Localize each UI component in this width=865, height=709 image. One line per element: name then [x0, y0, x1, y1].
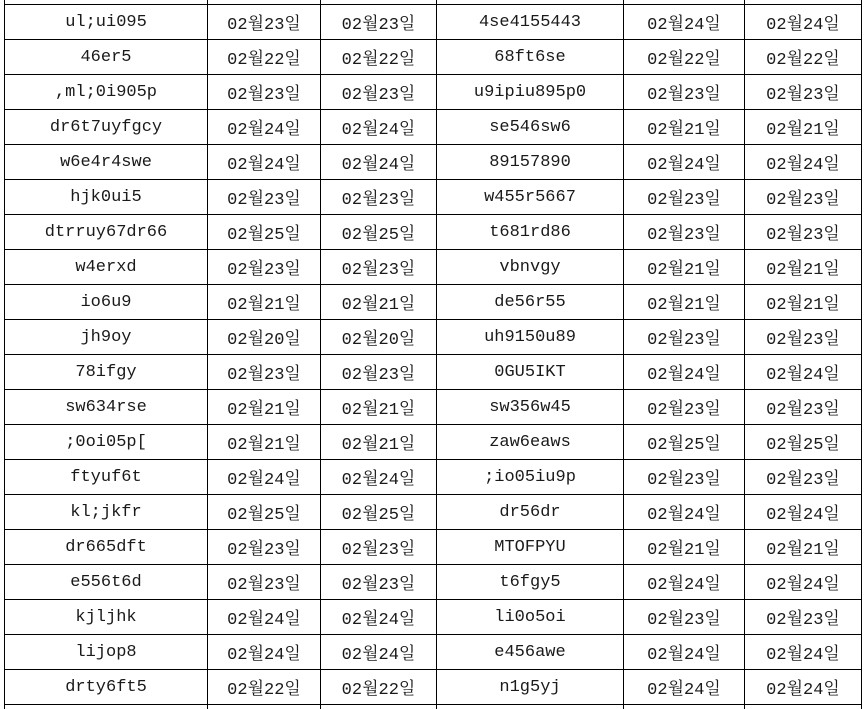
table-cell[interactable]: 02월23일 [321, 180, 437, 215]
table-cell[interactable]: 02월23일 [208, 355, 321, 390]
table-cell[interactable]: 02월23일 [208, 5, 321, 40]
table-cell[interactable]: 02월22일 [208, 670, 321, 705]
table-cell[interactable]: hjk0ui5 [5, 180, 208, 215]
table-cell[interactable]: drty6ft5 [5, 670, 208, 705]
table-cell[interactable] [745, 705, 862, 709]
table-cell[interactable]: t681rd86 [437, 215, 624, 250]
table-row [5, 460, 862, 495]
table-cell[interactable]: 02월23일 [745, 215, 862, 250]
table-cell[interactable]: 02월24일 [624, 635, 745, 670]
table-cell[interactable]: 02월23일 [208, 180, 321, 215]
data-table [4, 0, 862, 709]
table-cell[interactable]: 68ft6se [437, 40, 624, 75]
table-cell[interactable]: jh9oy [5, 320, 208, 355]
table-cell[interactable]: 02월24일 [745, 635, 862, 670]
table-cell[interactable]: ,ml;0i905p [5, 75, 208, 110]
table-cell[interactable]: 02월23일 [321, 530, 437, 565]
table-cell[interactable]: 02월23일 [745, 75, 862, 110]
table-row [5, 250, 862, 285]
table-body [5, 0, 862, 709]
table-cell[interactable]: 02월24일 [321, 600, 437, 635]
table-row [5, 635, 862, 670]
table-cell[interactable]: 02월21일 [745, 110, 862, 145]
table-cell[interactable]: 02월24일 [745, 145, 862, 180]
table-cell[interactable]: 02월22일 [321, 40, 437, 75]
table-row [5, 180, 862, 215]
table-cell[interactable]: 02월22일 [321, 670, 437, 705]
table-cell[interactable]: 02월24일 [624, 5, 745, 40]
table-cell[interactable]: sw356w45 [437, 390, 624, 425]
table-cell[interactable]: 4se4155443 [437, 5, 624, 40]
table-cell[interactable]: 89157890 [437, 145, 624, 180]
table-cell[interactable]: e556t6d [5, 565, 208, 600]
table-cell[interactable]: u9ipiu895p0 [437, 75, 624, 110]
table-cell[interactable]: 02월25일 [208, 495, 321, 530]
table-cell[interactable]: 02월24일 [208, 635, 321, 670]
table-cell[interactable]: 02월22일 [208, 40, 321, 75]
table-row [5, 215, 862, 250]
table-cell[interactable]: 02월23일 [745, 390, 862, 425]
table-row [5, 670, 862, 705]
table-cell[interactable]: 02월21일 [321, 425, 437, 460]
table-cell[interactable]: 0GU5IKT [437, 355, 624, 390]
table-cell[interactable]: 02월21일 [745, 250, 862, 285]
table-cell[interactable]: n1g5yj [437, 670, 624, 705]
table-cell[interactable]: 02월23일 [745, 600, 862, 635]
table-cell[interactable]: 02월21일 [208, 390, 321, 425]
table-cell[interactable]: 02월25일 [321, 215, 437, 250]
table-cell[interactable]: w455r5667 [437, 180, 624, 215]
table-cell[interactable]: 02월24일 [208, 600, 321, 635]
table-cell[interactable]: 02월24일 [745, 5, 862, 40]
table-cell[interactable]: 02월23일 [321, 565, 437, 600]
table-cell[interactable]: w4erxd [5, 250, 208, 285]
table-cell[interactable]: 02월24일 [208, 460, 321, 495]
table-cell[interactable]: 02월25일 [745, 425, 862, 460]
table-cell[interactable]: 02월24일 [624, 670, 745, 705]
table-cell[interactable]: 78ifgy [5, 355, 208, 390]
table-row [5, 425, 862, 460]
table-cell[interactable]: 02월23일 [624, 320, 745, 355]
table-cell[interactable]: sw634rse [5, 390, 208, 425]
table-cell[interactable]: 02월21일 [321, 390, 437, 425]
table-cell[interactable]: 02월20일 [321, 320, 437, 355]
table-cell[interactable]: 02월23일 [208, 250, 321, 285]
table-cell[interactable]: 02월22일 [624, 40, 745, 75]
table-cell[interactable]: 02월25일 [321, 495, 437, 530]
table-cell[interactable]: 02월23일 [624, 600, 745, 635]
table-row [5, 390, 862, 425]
table-row [5, 110, 862, 145]
table-cell[interactable]: 02월23일 [624, 180, 745, 215]
table-cell[interactable]: dr6t7uyfgcy [5, 110, 208, 145]
table-cell[interactable]: 02월24일 [745, 495, 862, 530]
table-cell[interactable]: 02월23일 [321, 75, 437, 110]
table-cell[interactable]: 02월24일 [745, 355, 862, 390]
table-cell[interactable]: dr56dr [437, 495, 624, 530]
table-row [5, 600, 862, 635]
table-cell[interactable]: 02월23일 [321, 355, 437, 390]
table-row [5, 5, 862, 40]
table-cell[interactable]: 02월23일 [208, 530, 321, 565]
table-cell[interactable]: dr665dft [5, 530, 208, 565]
table-row [5, 530, 862, 565]
table-cell[interactable] [208, 705, 321, 709]
table-row [5, 145, 862, 180]
table-cell[interactable]: vbnvgy [437, 250, 624, 285]
table-cell[interactable] [321, 705, 437, 709]
table-cell[interactable]: 02월24일 [208, 145, 321, 180]
table-cell[interactable] [624, 705, 745, 709]
table-cell[interactable]: 02월22일 [745, 40, 862, 75]
table-cell[interactable]: ;io05iu9p [437, 460, 624, 495]
table-cell[interactable] [5, 705, 208, 709]
table-cell[interactable]: 02월21일 [624, 250, 745, 285]
table-cell[interactable]: se546sw6 [437, 110, 624, 145]
table-row [5, 40, 862, 75]
table-cell[interactable]: 02월24일 [745, 565, 862, 600]
table-cell[interactable]: 02월24일 [624, 495, 745, 530]
table-row-partial-bottom [5, 705, 862, 709]
table-cell[interactable]: 02월23일 [745, 180, 862, 215]
table-cell[interactable]: 02월20일 [208, 320, 321, 355]
table-cell[interactable]: 02월23일 [624, 215, 745, 250]
table-row [5, 355, 862, 390]
table-cell[interactable]: 02월23일 [208, 75, 321, 110]
table-cell[interactable]: dtrruy67dr66 [5, 215, 208, 250]
table-row [5, 320, 862, 355]
table-cell[interactable]: 02월23일 [624, 75, 745, 110]
table-cell[interactable]: ;0oi05p[ [5, 425, 208, 460]
table-cell[interactable]: 02월24일 [745, 670, 862, 705]
table-cell[interactable]: 02월21일 [745, 530, 862, 565]
table-cell[interactable]: 02월24일 [321, 145, 437, 180]
table-cell[interactable]: 02월21일 [208, 285, 321, 320]
table-cell[interactable]: 02월24일 [208, 110, 321, 145]
table-cell[interactable]: de56r55 [437, 285, 624, 320]
table-cell[interactable]: MTOFPYU [437, 530, 624, 565]
table-row [5, 495, 862, 530]
table-cell[interactable]: io6u9 [5, 285, 208, 320]
table-cell[interactable]: 02월21일 [624, 110, 745, 145]
table-cell[interactable]: zaw6eaws [437, 425, 624, 460]
table-cell[interactable]: 02월24일 [624, 565, 745, 600]
table-cell[interactable]: 02월23일 [624, 390, 745, 425]
table-cell[interactable] [437, 705, 624, 709]
table-cell[interactable]: 02월24일 [321, 460, 437, 495]
table-cell[interactable]: 02월21일 [624, 530, 745, 565]
table-cell[interactable]: 02월21일 [745, 285, 862, 320]
table-cell[interactable]: 02월24일 [624, 145, 745, 180]
table-cell[interactable]: w6e4r4swe [5, 145, 208, 180]
table-cell[interactable]: 02월24일 [624, 355, 745, 390]
table-cell[interactable]: uh9150u89 [437, 320, 624, 355]
table-cell[interactable]: 02월23일 [321, 5, 437, 40]
table-cell[interactable]: 02월25일 [624, 425, 745, 460]
table-cell[interactable]: 02월21일 [208, 425, 321, 460]
table-cell[interactable]: 02월23일 [745, 320, 862, 355]
table-row [5, 565, 862, 600]
table-cell[interactable]: kjljhk [5, 600, 208, 635]
table-cell[interactable]: 02월23일 [745, 460, 862, 495]
table-cell[interactable]: 02월23일 [208, 565, 321, 600]
table-row [5, 285, 862, 320]
table-cell[interactable]: 46er5 [5, 40, 208, 75]
table-cell[interactable]: kl;jkfr [5, 495, 208, 530]
table-cell[interactable]: e456awe [437, 635, 624, 670]
table-row [5, 75, 862, 110]
table-cell[interactable]: 02월23일 [321, 250, 437, 285]
table-cell[interactable]: 02월24일 [321, 110, 437, 145]
table-cell[interactable]: t6fgy5 [437, 565, 624, 600]
table-cell[interactable]: ul;ui095 [5, 5, 208, 40]
table-cell[interactable]: lijop8 [5, 635, 208, 670]
table-cell[interactable]: 02월24일 [321, 635, 437, 670]
table-cell[interactable]: 02월21일 [624, 285, 745, 320]
table-cell[interactable]: li0o5oi [437, 600, 624, 635]
table-cell[interactable]: ftyuf6t [5, 460, 208, 495]
table-cell[interactable]: 02월23일 [624, 460, 745, 495]
table-cell[interactable]: 02월25일 [208, 215, 321, 250]
table-cell[interactable]: 02월21일 [321, 285, 437, 320]
